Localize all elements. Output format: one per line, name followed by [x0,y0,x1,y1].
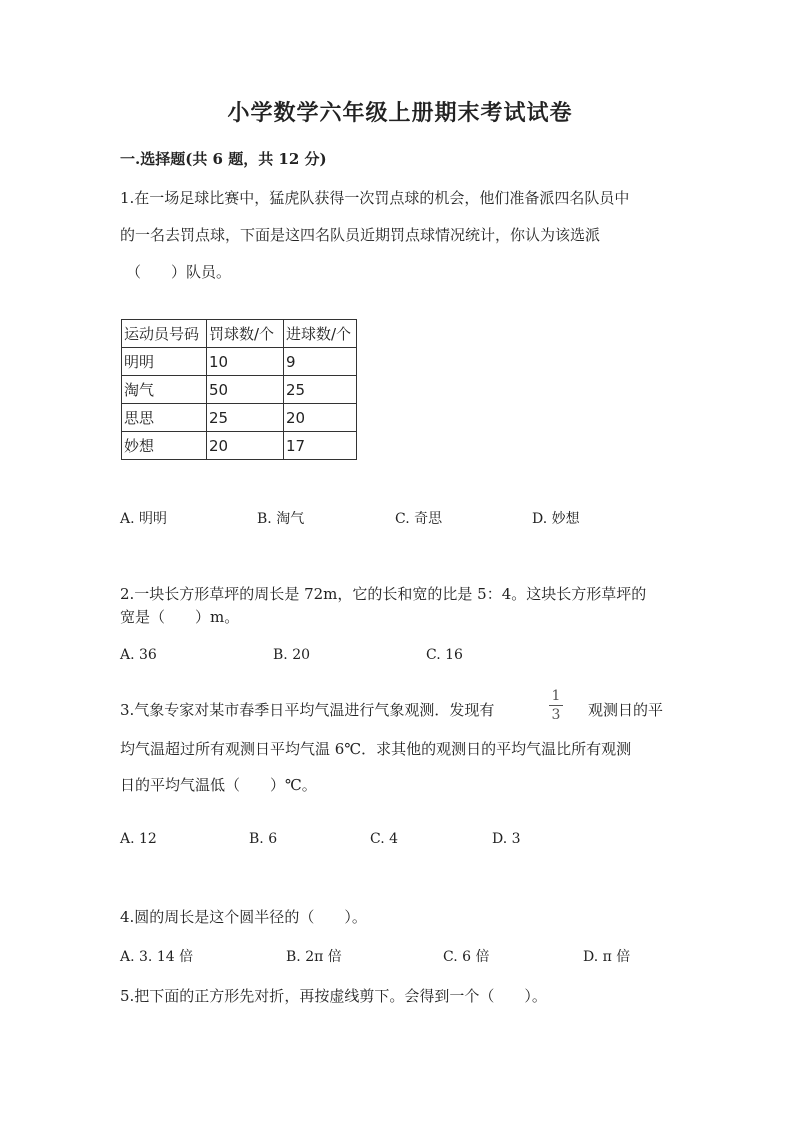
fraction-bar [549,705,563,706]
q5-line: 5.把下面的正方形先对折，再按虚线剪下。会得到一个（ ）。 [120,987,547,1005]
table-header-cell: 进球数/个 [284,320,357,348]
q3-option-b[interactable]: B. 6 [249,831,278,847]
q4-option-b[interactable]: B. 2π 倍 [286,949,342,965]
table-header-row [122,320,357,348]
table-row [122,348,357,376]
q4-option-d[interactable]: D. π 倍 [583,949,631,965]
q3-line-1b: 观测日的平 [588,701,664,719]
q1-line-2: 的一名去罚点球，下面是这四名队员近期罚点球情况统计，你认为该选派 [120,226,601,244]
q4-option-a[interactable]: A. 3. 14 倍 [120,949,194,965]
table-cell: 妙想 [122,432,207,460]
fraction-numerator: 1 [551,688,561,704]
q2-option-b[interactable]: B. 20 [273,647,311,663]
q1-line-3: （ ）队员。 [126,263,232,281]
table-row [122,432,357,460]
q3-option-d[interactable]: D. 3 [492,831,521,847]
q1-option-a[interactable]: A. 明明 [120,511,168,527]
q2-option-a[interactable]: A. 36 [120,647,157,663]
fraction-one-third [549,688,563,723]
q2-option-c[interactable]: C. 16 [426,647,463,663]
table-cell: 9 [284,348,357,376]
q2-line-1: 2.一块长方形草坪的周长是 72m，它的长和宽的比是 5：4。这块长方形草坪的 [120,585,647,603]
table-cell: 20 [207,432,284,460]
table-cell: 10 [207,348,284,376]
q4-option-c[interactable]: C. 6 倍 [443,949,490,965]
table-header-cell: 运动员号码 [122,320,207,348]
table-cell: 淘气 [122,376,207,404]
q1-option-b[interactable]: B. 淘气 [257,511,305,527]
table-cell: 25 [284,376,357,404]
table-cell: 明明 [122,348,207,376]
page-title: 小学数学六年级上册期末考试试卷 [227,100,573,126]
q3-line-1a: 3.气象专家对某市春季日平均气温进行气象观测．发现有 [120,701,495,719]
fraction-denominator: 3 [551,707,561,723]
section-heading: 一.选择题(共 6 题，共 12 分) [120,150,327,168]
table-cell: 20 [284,404,357,432]
table-row [122,376,357,404]
q1-stats-table [121,319,357,460]
table-row [122,404,357,432]
q4-line: 4.圆的周长是这个圆半径的（ ）。 [120,908,367,926]
table-header-cell: 罚球数/个 [207,320,284,348]
table-cell: 25 [207,404,284,432]
q3-option-c[interactable]: C. 4 [370,831,399,847]
q3-option-a[interactable]: A. 12 [120,831,157,847]
q3-line-2: 均气温超过所有观测日平均气温 6℃．求其他的观测日的平均气温比所有观测 [120,740,632,758]
table-cell: 思思 [122,404,207,432]
q3-line-3: 日的平均气温低（ ）℃。 [120,776,317,794]
table-cell: 50 [207,376,284,404]
q1-option-c[interactable]: C. 奇思 [395,511,443,527]
table-cell: 17 [284,432,357,460]
q1-line-1: 1.在一场足球比赛中，猛虎队获得一次罚点球的机会，他们准备派四名队员中 [120,189,630,207]
q1-option-d[interactable]: D. 妙想 [532,511,580,527]
q2-line-2: 宽是（ ）m。 [120,608,240,626]
